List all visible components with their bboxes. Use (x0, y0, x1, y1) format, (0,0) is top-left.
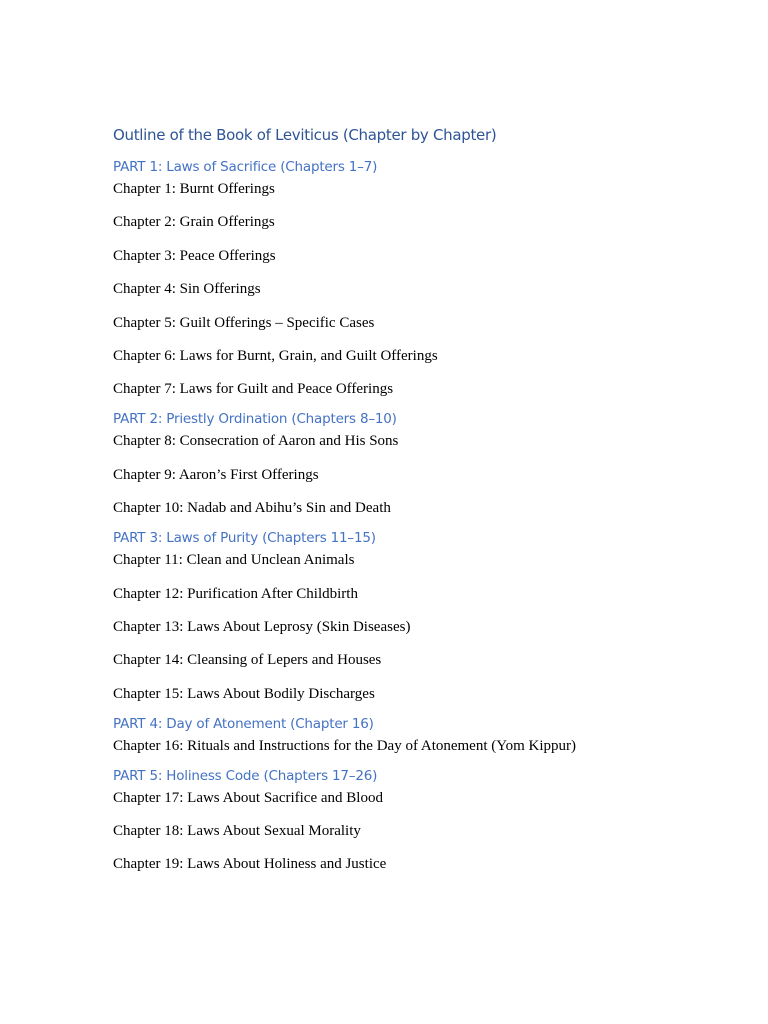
part-5-section (113, 767, 713, 874)
chapter-line: Chapter 19: Laws About Holiness and Justice (113, 856, 387, 873)
chapter-line: Chapter 17: Laws About Sacrifice and Blood (113, 789, 383, 806)
chapter-line: Chapter 7: Laws for Guilt and Peace Offerings (113, 381, 394, 398)
chapter-line: Chapter 18: Laws About Sexual Morality (113, 823, 361, 840)
part-3-section (113, 529, 713, 703)
chapter-line: Chapter 14: Cleansing of Lepers and Houses (113, 652, 382, 669)
part-1-section (113, 158, 713, 398)
chapter-line: Chapter 10: Nadab and Abihu’s Sin and Death (113, 500, 391, 517)
part-heading: PART 1: Laws of Sacrifice (Chapters 1–7) (113, 159, 378, 175)
chapter-line: Chapter 6: Laws for Burnt, Grain, and Guilt Offerings (113, 347, 438, 364)
chapter-line: Chapter 11: Clean and Unclean Animals (113, 552, 355, 569)
chapter-line: Chapter 1: Burnt Offerings (113, 181, 275, 197)
chapter-line: Chapter 13: Laws About Leprosy (Skin Diseases) (113, 618, 411, 635)
part-heading: PART 3: Laws of Purity (Chapters 11–15) (113, 530, 376, 547)
chapter-line: Chapter 4: Sin Offerings (113, 281, 261, 298)
chapter-line: Chapter 3: Peace Offerings (113, 247, 276, 264)
chapter-line: Chapter 16: Rituals and Instructions for the Day of Atonement (Yom Kippur) (113, 737, 576, 754)
part-4-section (113, 715, 713, 755)
part-heading: PART 2: Priestly Ordination (Chapters 8–10) (113, 411, 397, 428)
chapter-line: Chapter 12: Purification After Childbirth (113, 585, 358, 602)
document-page (113, 124, 713, 873)
chapter-line: Chapter 9: Aaron’s First Offerings (113, 466, 319, 483)
chapter-line: Chapter 8: Consecration of Aaron and His Sons (113, 433, 399, 450)
chapter-line: Chapter 5: Guilt Offerings – Specific Cases (113, 314, 375, 331)
part-2-section (113, 410, 713, 517)
part-heading: PART 5: Holiness Code (Chapters 17–26) (113, 767, 378, 784)
part-heading: PART 4: Day of Atonement (Chapter 16) (113, 715, 374, 732)
chapter-line: Chapter 15: Laws About Bodily Discharges (113, 685, 375, 702)
chapter-line: Chapter 2: Grain Offerings (113, 214, 275, 231)
document-title: Outline of the Book of Leviticus (Chapter by Chapter) (113, 126, 497, 144)
